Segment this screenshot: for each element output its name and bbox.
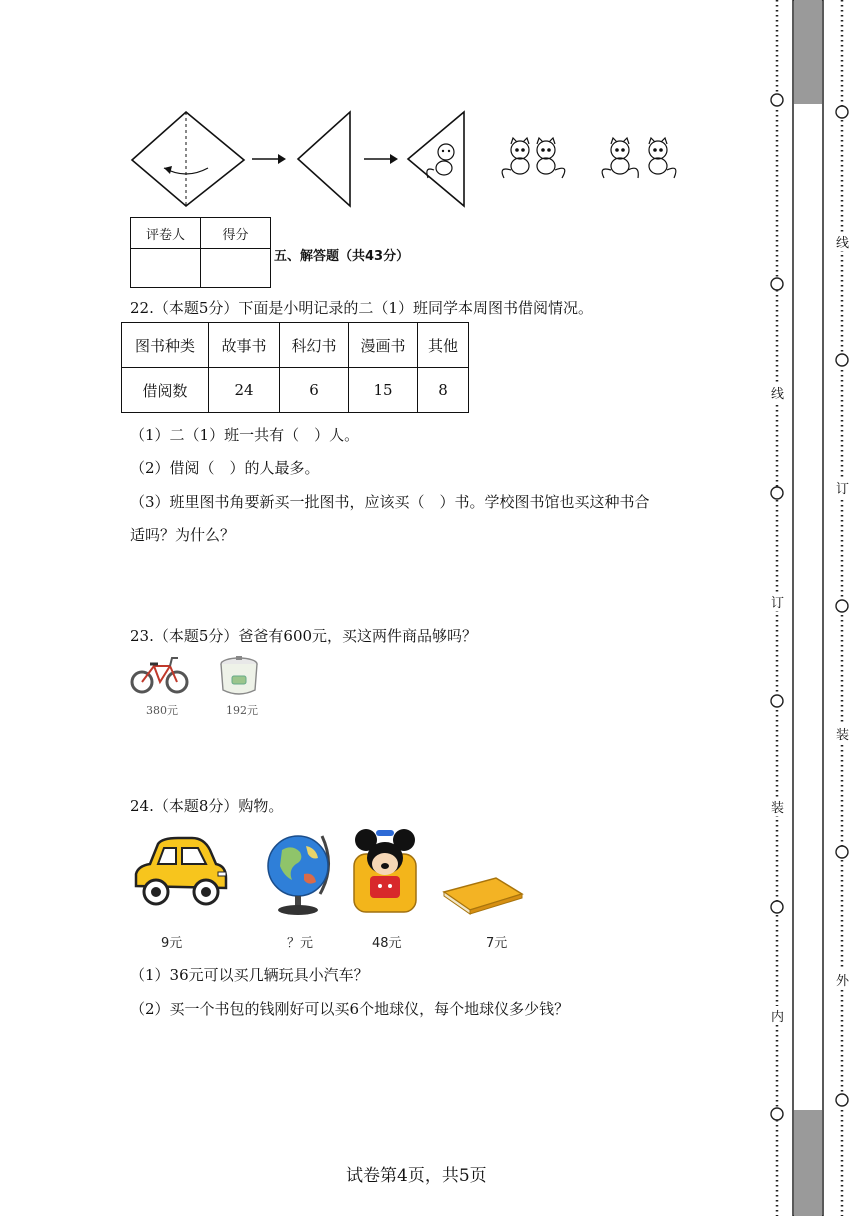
- table-cell: 6: [280, 368, 349, 413]
- outer-label-line: 线: [836, 232, 849, 251]
- globe-icon: [262, 826, 334, 918]
- backpack-icon: [348, 826, 422, 914]
- q22-sub3-line1: （3）班里图书角要新买一批图书，应该买（ ）书。学校图书馆也买这种书合: [130, 493, 650, 511]
- inner-label-bind: 订: [771, 592, 784, 611]
- arrow-2: [364, 154, 398, 164]
- binding-strip: [758, 0, 860, 1216]
- q22-intro: 22.（本题5分）下面是小明记录的二（1）班同学本周图书借阅情况。: [130, 299, 593, 317]
- score-cell[interactable]: [201, 249, 271, 288]
- table-cell: 漫画书: [349, 323, 418, 368]
- book-price: 7元: [486, 936, 508, 951]
- toy-car-price: 9元: [161, 936, 183, 951]
- paper-folding-diagram: [128, 108, 688, 208]
- score-label: 得分: [201, 218, 271, 249]
- triangle-with-squirrel: [408, 112, 464, 206]
- folded-square: [132, 112, 244, 206]
- q23-intro: 23.（本题5分）爸爸有600元，买这两件商品够吗？: [130, 627, 478, 645]
- book-borrow-table: [121, 322, 469, 413]
- inner-label-line: 线: [771, 383, 784, 402]
- squirrel-pair-2: [602, 138, 676, 178]
- globe-price: ？元: [287, 936, 314, 951]
- table-row: [122, 368, 469, 413]
- q24-sub2: （2）买一个书包的钱刚好可以买6个地球仪，每个地球仪多少钱？: [130, 1000, 570, 1018]
- reviewer-cell[interactable]: [131, 249, 201, 288]
- table-cell: 24: [209, 368, 280, 413]
- rice-cooker-icon: [216, 654, 262, 698]
- inner-label-fold: 装: [771, 797, 784, 816]
- section-title: 五、解答题（共43分）: [274, 249, 410, 264]
- table-cell: 15: [349, 368, 418, 413]
- page-footer: 试卷第4页，共5页: [346, 1166, 487, 1186]
- q22-sub2: （2）借阅（ ）的人最多。: [130, 459, 320, 477]
- outer-label-out: 外: [836, 970, 849, 989]
- bicycle-price: 380元: [146, 704, 178, 717]
- squirrel-pair-1: [502, 138, 565, 178]
- table-row: [122, 323, 469, 368]
- book-icon: [442, 874, 524, 916]
- backpack-price: 48元: [372, 936, 402, 951]
- inner-label-in: 内: [771, 1006, 784, 1025]
- rice-cooker-price: 192元: [226, 704, 258, 717]
- table-cell: 其他: [418, 323, 469, 368]
- table-cell: 借阅数: [122, 368, 209, 413]
- q24-intro: 24.（本题8分）购物。: [130, 797, 284, 815]
- q22-sub3-line2: 适吗？为什么？: [130, 526, 236, 544]
- q22-sub1: （1）二（1）班一共有（ ）人。: [130, 426, 360, 444]
- grade-table: [130, 217, 271, 288]
- table-cell: 图书种类: [122, 323, 209, 368]
- outer-label-fold: 装: [836, 724, 849, 743]
- triangle-fold: [298, 112, 350, 206]
- table-cell: 故事书: [209, 323, 280, 368]
- bicycle-icon: [130, 654, 190, 696]
- reviewer-label: 评卷人: [131, 218, 201, 249]
- outer-label-bind: 订: [836, 478, 849, 497]
- arrow-1: [252, 154, 286, 164]
- toy-car-icon: [128, 836, 230, 908]
- q24-sub1: （1）36元可以买几辆玩具小汽车？: [130, 966, 369, 984]
- table-cell: 科幻书: [280, 323, 349, 368]
- table-cell: 8: [418, 368, 469, 413]
